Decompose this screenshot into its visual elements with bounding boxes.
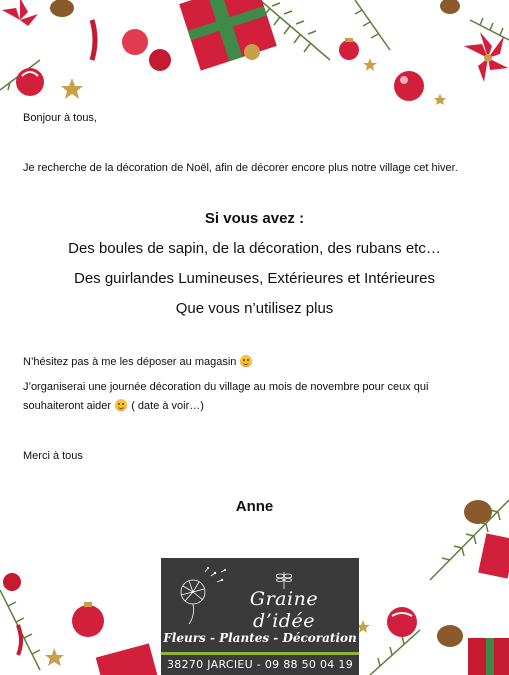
- smiling-face-icon: [240, 355, 252, 367]
- dragonfly-icon: [276, 570, 292, 590]
- greeting: Bonjour à tous,: [23, 112, 97, 124]
- event-date: ( date à voir…): [131, 399, 204, 412]
- thanks: Merci à tous: [23, 450, 83, 462]
- christmas-header-decoration: [0, 0, 509, 110]
- intro-paragraph: Je recherche de la décoration de Noël, afin de décorer encore plus notre village cet hiver.: [23, 162, 458, 174]
- request-item-ornaments: Des boules de sapin, de la décoration, des rubans etc…: [68, 240, 441, 257]
- drop-off-text: N’hésitez pas à me les déposer au magasin: [23, 356, 237, 368]
- logo-name: Graine d’idée: [249, 588, 319, 632]
- request-item-garlands: Des guirlandes Lumineuses, Extérieures et Intérieures: [73, 270, 436, 287]
- event-paragraph: [23, 378, 483, 415]
- smiling-face-icon: [115, 399, 127, 411]
- logo-address: 38270 JARCIEU - 09 88 50 04 19: [166, 658, 354, 671]
- event-text: J’organiserai une journée décoration du village au mois de novembre pour ceux qui souhaiteront aider: [23, 381, 429, 412]
- gold-star-icon: [61, 58, 446, 105]
- drop-off-paragraph: [23, 354, 253, 371]
- logo-divider: [161, 652, 359, 655]
- shop-logo: [161, 558, 359, 675]
- candy-cane-icon: [18, 625, 21, 655]
- logo-tagline: Fleurs - Plantes - Décoration: [163, 631, 357, 645]
- candy-cane-icon: [92, 20, 95, 60]
- request-item-unused: Que vous n’utilisez plus: [175, 300, 334, 317]
- request-heading: Si vous avez :: [204, 210, 305, 227]
- signature: Anne: [235, 498, 274, 515]
- gift-box-icon: [179, 0, 277, 71]
